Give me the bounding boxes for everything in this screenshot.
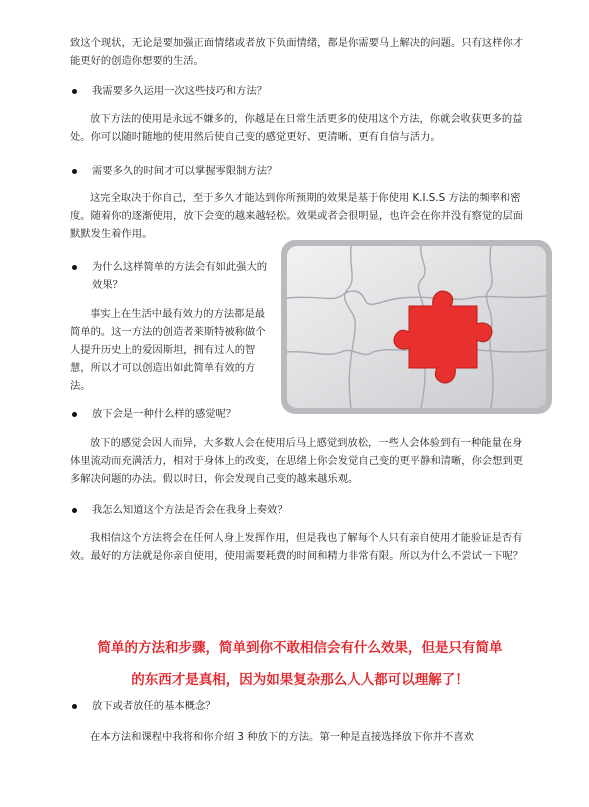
highlight-line-1: 简单的方法和步骤，简单到你不敢相信会有什么效果，但是只有简单 <box>97 640 503 656</box>
puzzle-image <box>281 240 552 414</box>
paragraph-frequency-answer: 放下方法的使用是永远不嫌多的，你越是在日常生活更多的使用这个方法，你就会收获更多的益处。你可以随时随地的使用然后使自己变的感觉更好、更清晰、更有自信与活力。 <box>70 113 523 143</box>
question-mastery-time: 需要多久的时间才可以掌握零限制方法？ <box>92 165 278 177</box>
paragraph-feeling-answer: 放下的感觉会因人而异，大多数人会在使用后马上感觉到放松，一些人会体验到有一种能量在身体里流动而充满活力，相对于身体上的改变，在思绪上你会发觉自己变的更平静和清晰，你会想到更多解决问题的办法。假以时日，你会发现自己变的越来越乐观。 <box>70 437 524 485</box>
bullet <box>72 412 77 417</box>
paragraph-methods-intro: 在本方法和课程中我将和你介绍 3 种放下的方法。第一种是直接选择放下你并不喜欢 <box>90 731 474 743</box>
bullet <box>72 89 77 94</box>
bullet <box>72 508 77 513</box>
bullet <box>72 704 77 709</box>
question-does-it-work: 我怎么知道这个方法是否会在我身上奏效？ <box>92 504 288 516</box>
question-why-effective: 为什么这样简单的方法会有如此强大的效果？ <box>92 261 268 291</box>
paragraph-intro-end: 致这个现状，无论是要加强正面情绪或者放下负面情绪，都是你需要马上解决的问题。只有这样你才能更好的创造你想要的生活。 <box>70 37 524 67</box>
question-basic-concept: 放下或者放任的基本概念？ <box>92 700 216 712</box>
highlight-line-2: 的东西才是真相，因为如果复杂那么人人都可以理解了！ <box>131 672 469 688</box>
paragraph-mastery-answer: 这完全取决于你自己，至于多久才能达到你所预期的效果是基于你使用 K.I.S.S 方法的频率和密度。随着你的逐渐使用，放下会变的越来越轻松。效果或者会很明显，也许会在你并没有察觉的层面默默发生着作用。 <box>70 192 524 240</box>
bullet <box>72 265 77 270</box>
paragraph-why-answer: 事实上在生活中最有效力的方法都是最简单的。这一方法的创造者莱斯特被称做个人提升历史上的爱因斯坦，拥有过人的智慧，所以才可以创造出如此简单有效的方法。 <box>70 308 266 392</box>
question-frequency: 我需要多久运用一次这些技巧和方法？ <box>92 85 268 97</box>
bullet <box>72 169 77 174</box>
paragraph-works-answer: 我相信这个方法将会在任何人身上发挥作用，但是我也了解每个人只有亲自使用才能验证是否有效。最好的方法就是你亲自使用，使用需要耗费的时间和精力非常有限。所以为什么不尝试一下呢？ <box>70 532 524 562</box>
question-feeling: 放下会是一种什么样的感觉呢？ <box>92 408 237 420</box>
